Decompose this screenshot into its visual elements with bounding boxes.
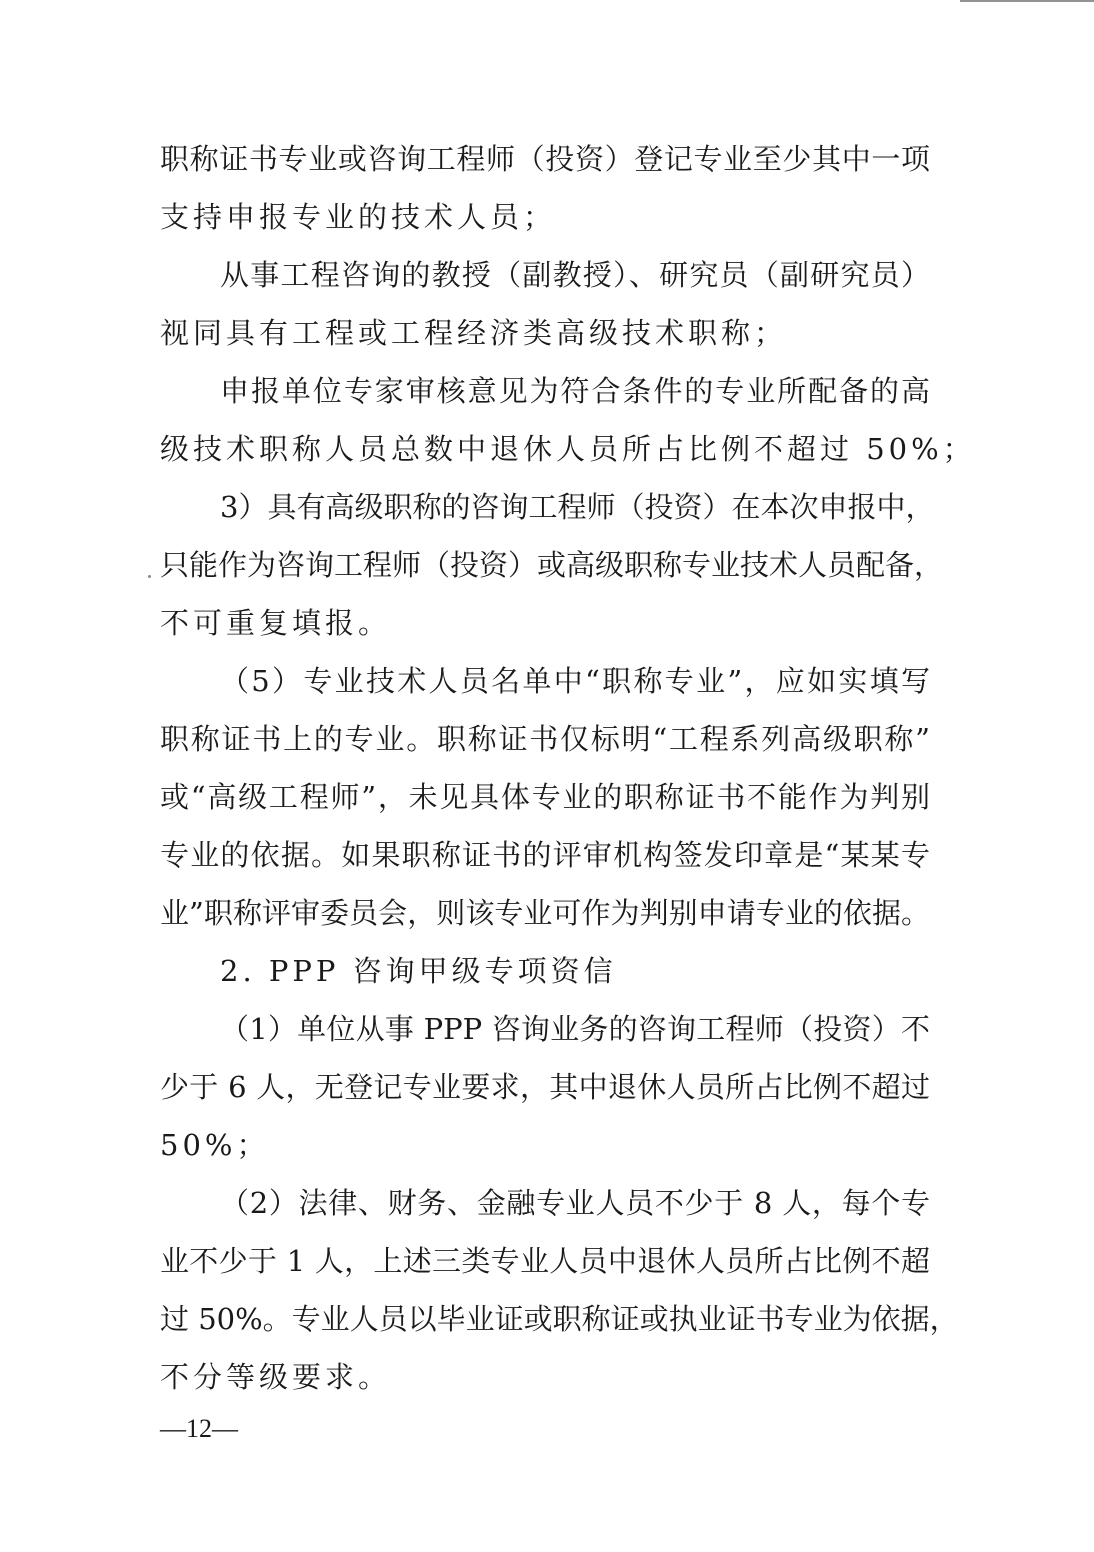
scan-edge-mark: [960, 0, 1094, 8]
text-line: 从事工程咨询的教授（副教授）、研究员（副研究员）: [220, 258, 930, 292]
scan-speck: [148, 575, 151, 578]
text-line: 视同具有工程或工程经济类高级技术职称；: [160, 316, 788, 350]
document-body: [160, 130, 976, 1406]
text-line: （5）专业技术人员名单中“职称专业”，应如实填写: [220, 664, 930, 698]
text-line: （1）单位从事 PPP 咨询业务的咨询工程师（投资）不: [220, 1012, 930, 1046]
text-line: 少于 6 人，无登记专业要求，其中退休人员所占比例不超过: [160, 1070, 930, 1104]
text-line: 50%；: [160, 1128, 270, 1162]
text-line: 支持申报专业的技术人员；: [160, 200, 557, 234]
text-line: 只能作为咨询工程师（投资）或高级职称专业技术人员配备，: [160, 548, 944, 582]
section-heading: 2. PPP 咨询甲级专项资信: [220, 954, 617, 988]
text-line: （2）法律、财务、金融专业人员不少于 8 人，每个专: [220, 1186, 930, 1220]
text-line: 3）具有高级职称的咨询工程师（投资）在本次申报中，: [220, 490, 935, 524]
text-line: 职称证书上的专业。职称证书仅标明“工程系列高级职称”: [160, 722, 930, 756]
text-line: 申报单位专家审核意见为符合条件的专业所配备的高: [220, 374, 930, 408]
text-line: 业不少于 1 人，上述三类专业人员中退休人员所占比例不超: [160, 1244, 930, 1278]
text-line: 过 50%。专业人员以毕业证或职称证或执业证书专业为依据，: [160, 1302, 959, 1336]
text-line: 不可重复填报。: [160, 606, 392, 640]
text-line: 或“高级工程师”，未见具体专业的职称证书不能作为判别: [160, 780, 930, 814]
page-number: —12—: [160, 1414, 238, 1443]
text-line: 级技术职称人员总数中退休人员所占比例不超过 50%；: [160, 432, 976, 466]
text-line: 专业的依据。如果职称证书的评审机构签发印章是“某某专: [160, 838, 930, 872]
text-line: 业”职称评审委员会，则该专业可作为判别申请专业的依据。: [160, 896, 930, 930]
text-line: 不分等级要求。: [160, 1360, 392, 1394]
text-line: 职称证书专业或咨询工程师（投资）登记专业至少其中一项: [160, 142, 930, 176]
